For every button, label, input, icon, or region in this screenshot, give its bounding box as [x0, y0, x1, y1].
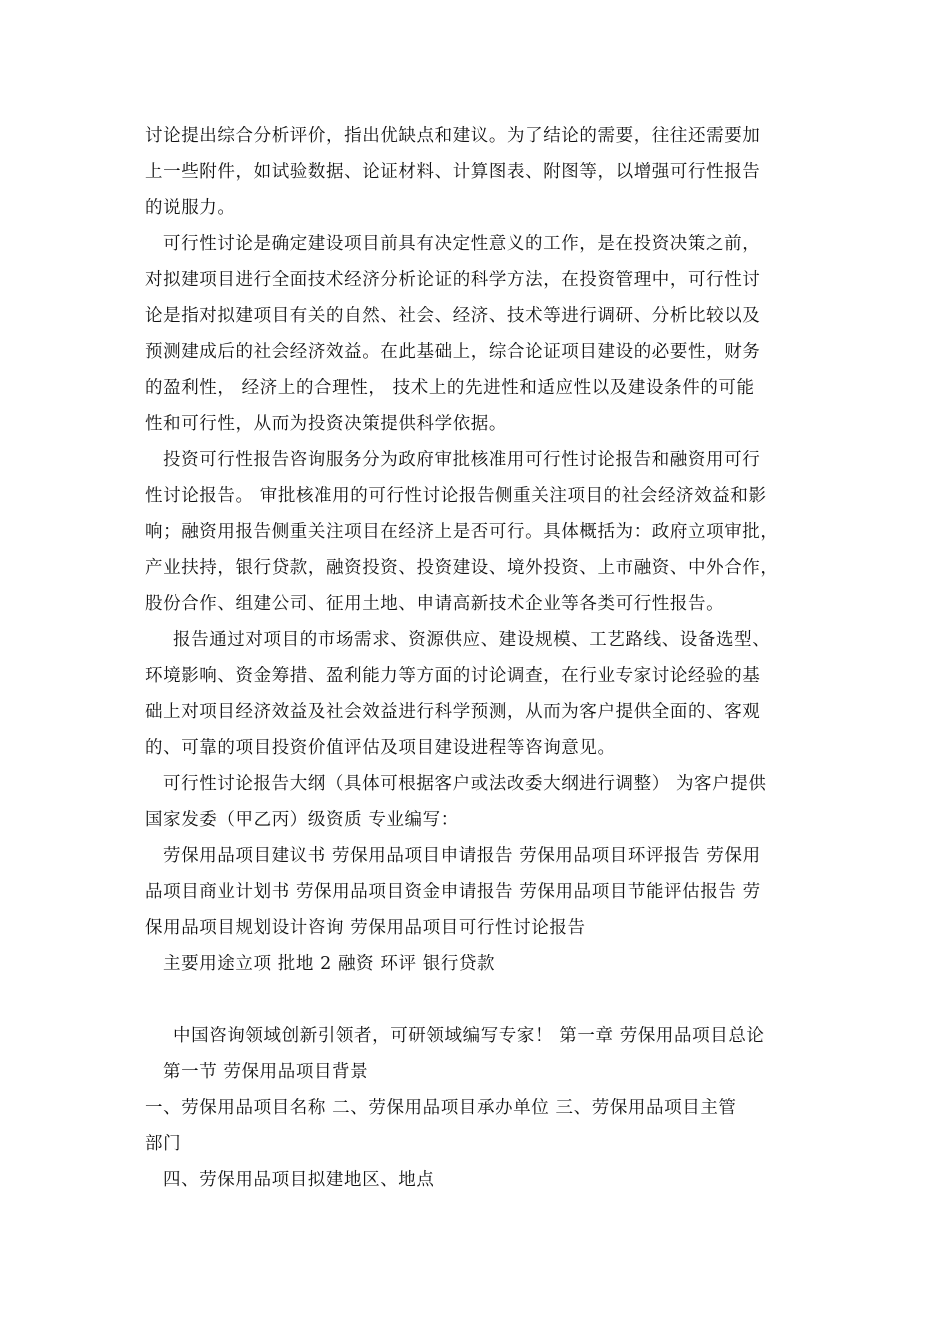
text-line: 预测建成后的社会经济效益。在此基础上，综合论证项目建设的必要性，财务: [145, 342, 761, 362]
text-line: 的说服力。: [145, 198, 236, 218]
text-line: 性和可行性，从而为投资决策提供科学依据。: [145, 414, 507, 434]
text-line: 投资可行性报告咨询服务分为政府审批核准用可行性讨论报告和融资用可行: [163, 450, 761, 470]
text-line: 部门: [145, 1134, 182, 1154]
section-heading: 第一节 劳保用品项目背景: [163, 1062, 369, 1082]
text-line: 一、劳保用品项目名称 二、劳保用品项目承办单位 三、劳保用品项目主管: [145, 1098, 737, 1118]
text-line: 上一些附件，如试验数据、论证材料、计算图表、附图等，以增强可行性报告: [145, 162, 761, 182]
text-line: 的盈利性， 经济上的合理性， 技术上的先进性和适应性以及建设条件的可能: [145, 378, 755, 398]
text-line: 报告通过对项目的市场需求、资源供应、建设规模、工艺路线、设备选型、: [173, 630, 771, 650]
text-line: 保用品项目规划设计咨询 劳保用品项目可行性讨论报告: [145, 918, 586, 938]
text-line: 对拟建项目进行全面技术经济分析论证的科学方法，在投资管理中，可行性讨: [145, 270, 761, 290]
text-line: 主要用途立项 批地 2 融资 环评 银行贷款: [163, 954, 496, 974]
text-line: 础上对项目经济效益及社会效益进行科学预测，从而为客户提供全面的、客观: [145, 702, 761, 722]
text-line: 响；融资用报告侧重关注项目在经济上是否可行。具体概括为：政府立项审批，: [145, 522, 779, 542]
text-line: 劳保用品项目建议书 劳保用品项目申请报告 劳保用品项目环评报告 劳保用: [163, 846, 761, 866]
text-line: 性讨论报告。 审批核准用的可行性讨论报告侧重关注项目的社会经济效益和影: [145, 486, 767, 506]
document-body: [145, 118, 810, 1198]
text-line: 可行性讨论报告大纲（具体可根据客户或法改委大纲进行调整） 为客户提供: [163, 774, 767, 794]
text-line: 中国咨询领域创新引领者，可研领域编写专家！ 第一章 劳保用品项目总论: [173, 1026, 765, 1046]
text-line: 论是指对拟建项目有关的自然、社会、经济、技术等进行调研、分析比较以及: [145, 306, 761, 326]
text-line: 产业扶持，银行贷款，融资投资、投资建设、境外投资、上市融资、中外合作，: [145, 558, 779, 578]
text-line: 的、可靠的项目投资价值评估及项目建设进程等咨询意见。: [145, 738, 616, 758]
text-line: 股份合作、组建公司、征用土地、申请高新技术企业等各类可行性报告。: [145, 594, 725, 614]
text-line: 国家发委（甲乙丙）级资质 专业编写：: [145, 810, 459, 830]
text-line: 品项目商业计划书 劳保用品项目资金申请报告 劳保用品项目节能评估报告 劳: [145, 882, 761, 902]
text-line: 可行性讨论是确定建设项目前具有决定性意义的工作，是在投资决策之前，: [163, 234, 761, 254]
paragraph-gap: [145, 982, 810, 1018]
text-line: 讨论提出综合分析评价，指出优缺点和建议。为了结论的需要，往往还需要加: [145, 126, 761, 146]
text-line: 环境影响、资金筹措、盈利能力等方面的讨论调查，在行业专家讨论经验的基: [145, 666, 761, 686]
text-line: 四、劳保用品项目拟建地区、地点: [163, 1170, 435, 1190]
